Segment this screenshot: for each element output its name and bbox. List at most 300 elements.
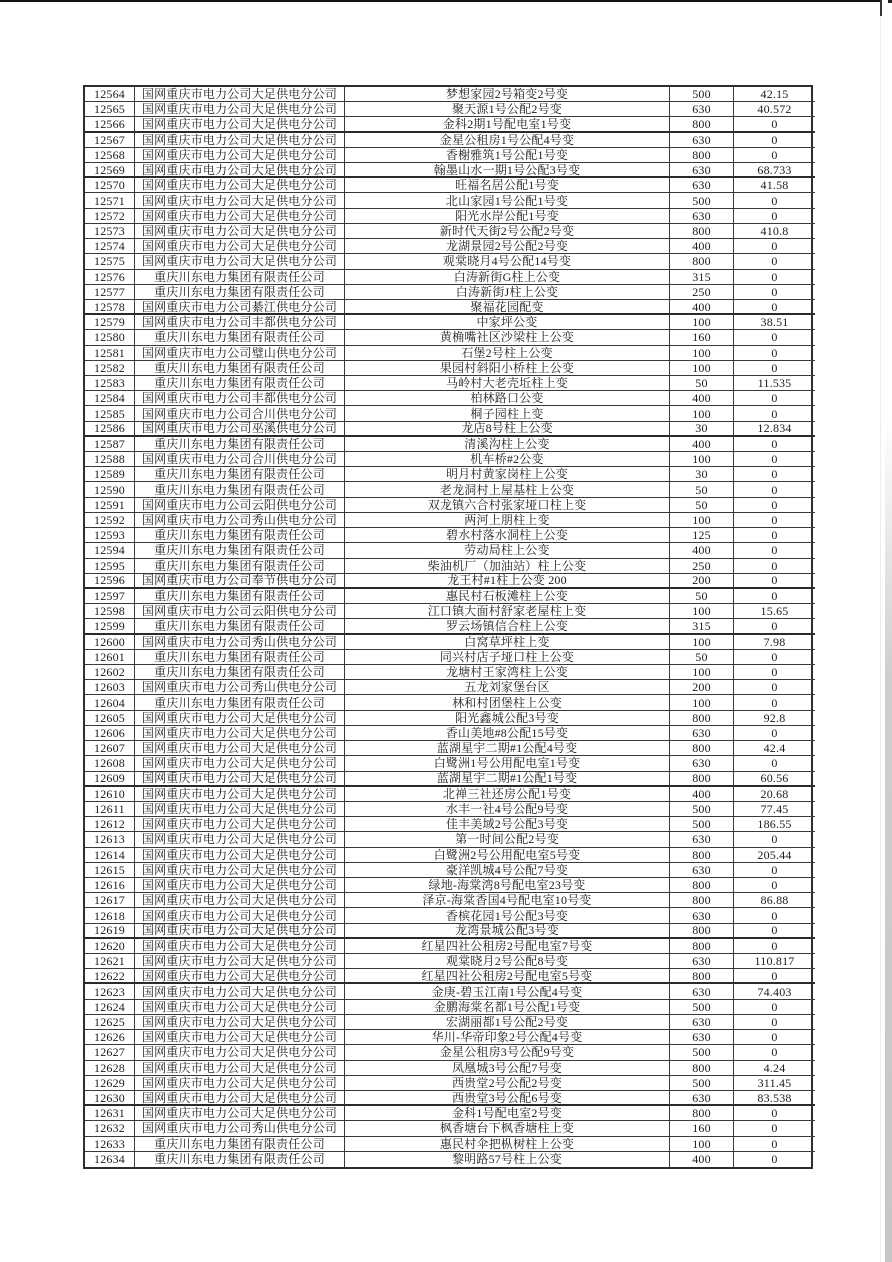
- cell-transformer_name: 阳光水岸公配1号变: [345, 209, 670, 224]
- cell-id: 12588: [85, 452, 135, 467]
- cell-capacity: 800: [670, 1061, 734, 1076]
- cell-value: 0: [734, 574, 815, 589]
- cell-capacity: 160: [670, 1121, 734, 1136]
- cell-company: 国网重庆市电力公司綦江供电分公司: [135, 300, 345, 315]
- cell-transformer_name: 龙湾景城公配3号变: [345, 924, 670, 939]
- cell-id: 12592: [85, 513, 135, 528]
- cell-value: 0: [734, 513, 815, 528]
- cell-transformer_name: 果园村斜阳小桥柱上公变: [345, 361, 670, 376]
- cell-company: 国网重庆市电力公司大足供电分公司: [135, 848, 345, 863]
- cell-id: 12599: [85, 619, 135, 634]
- cell-transformer_name: 豪洋凯城4号公配7号变: [345, 863, 670, 878]
- cell-id: 12574: [85, 239, 135, 254]
- cell-company: 国网重庆市电力公司大足供电分公司: [135, 817, 345, 832]
- cell-transformer_name: 佳丰美域2号公配3号变: [345, 817, 670, 832]
- cell-value: 0: [734, 391, 815, 406]
- cell-transformer_name: 金星公租房3号公配9号变: [345, 1045, 670, 1060]
- cell-transformer_name: 明月村黄家岗柱上公变: [345, 467, 670, 482]
- cell-capacity: 100: [670, 1137, 734, 1152]
- cell-company: 国网重庆市电力公司大足供电分公司: [135, 117, 345, 132]
- cell-company: 国网重庆市电力公司大足供电分公司: [135, 193, 345, 208]
- cell-id: 12617: [85, 893, 135, 908]
- cell-company: 国网重庆市电力公司合川供电分公司: [135, 406, 345, 421]
- cell-company: 国网重庆市电力公司云阳供电分公司: [135, 604, 345, 619]
- cell-id: 12569: [85, 163, 135, 178]
- cell-capacity: 800: [670, 848, 734, 863]
- cell-capacity: 100: [670, 635, 734, 650]
- cell-transformer_name: 枫香塘台下枫香塘柱上变: [345, 1121, 670, 1136]
- cell-id: 12591: [85, 498, 135, 513]
- cell-transformer_name: 红星四社公租房2号配电室5号变: [345, 969, 670, 984]
- cell-capacity: 500: [670, 1045, 734, 1060]
- cell-capacity: 630: [670, 726, 734, 741]
- cell-transformer_name: 白鹭洲2号公用配电室5号变: [345, 848, 670, 863]
- cell-transformer_name: 罗云场镇信合柱上公变: [345, 619, 670, 634]
- cell-transformer_name: 惠民村石板滩柱上公变: [345, 589, 670, 604]
- cell-value: 15.65: [734, 604, 815, 619]
- cell-transformer_name: 聚福花园配变: [345, 300, 670, 315]
- cell-capacity: 100: [670, 452, 734, 467]
- cell-value: 83.538: [734, 1091, 815, 1106]
- cell-company: 国网重庆市电力公司大足供电分公司: [135, 954, 345, 969]
- page-top-edge-line: [0, 0, 881, 2]
- scan-corner-mark: [888, 0, 892, 3]
- cell-transformer_name: 龙王村#1柱上公变 200: [345, 574, 670, 589]
- cell-company: 国网重庆市电力公司丰都供电分公司: [135, 391, 345, 406]
- cell-value: 0: [734, 695, 815, 710]
- cell-transformer_name: 新时代天街2号公配2号变: [345, 224, 670, 239]
- cell-transformer_name: 白窝草坪柱上变: [345, 635, 670, 650]
- cell-company: 国网重庆市电力公司大足供电分公司: [135, 832, 345, 847]
- cell-company: 国网重庆市电力公司大足供电分公司: [135, 863, 345, 878]
- cell-capacity: 800: [670, 772, 734, 787]
- cell-id: 12609: [85, 772, 135, 787]
- cell-company: 重庆川东电力集团有限责任公司: [135, 1137, 345, 1152]
- cell-company: 国网重庆市电力公司秀山供电分公司: [135, 513, 345, 528]
- cell-transformer_name: 阳光鑫城公配3号变: [345, 711, 670, 726]
- cell-value: 12.834: [734, 422, 815, 437]
- cell-value: 0: [734, 665, 815, 680]
- cell-value: 0: [734, 1000, 815, 1015]
- cell-id: 12624: [85, 1000, 135, 1015]
- cell-id: 12615: [85, 863, 135, 878]
- cell-company: 国网重庆市电力公司大足供电分公司: [135, 878, 345, 893]
- cell-transformer_name: 第一时间公配2号变: [345, 832, 670, 847]
- cell-value: 0: [734, 878, 815, 893]
- cell-capacity: 100: [670, 315, 734, 330]
- cell-transformer_name: 香榭雅筑1号公配1号变: [345, 148, 670, 163]
- cell-capacity: 400: [670, 391, 734, 406]
- cell-transformer_name: 马岭村大老壳坵柱上变: [345, 376, 670, 391]
- cell-company: 国网重庆市电力公司大足供电分公司: [135, 772, 345, 787]
- cell-capacity: 315: [670, 619, 734, 634]
- cell-value: 0: [734, 908, 815, 923]
- cell-company: 重庆川东电力集团有限责任公司: [135, 376, 345, 391]
- cell-transformer_name: 龙塘村王家湾柱上公变: [345, 665, 670, 680]
- cell-value: 0: [734, 680, 815, 695]
- cell-id: 12584: [85, 391, 135, 406]
- cell-value: 0: [734, 254, 815, 269]
- cell-value: 0: [734, 239, 815, 254]
- cell-id: 12577: [85, 285, 135, 300]
- cell-value: 41.58: [734, 178, 815, 193]
- cell-company: 重庆川东电力集团有限责任公司: [135, 543, 345, 558]
- cell-company: 国网重庆市电力公司大足供电分公司: [135, 102, 345, 117]
- cell-value: 0: [734, 437, 815, 452]
- cell-transformer_name: 金科2期1号配电室1号变: [345, 117, 670, 132]
- cell-transformer_name: 金庚-碧玉江南1号公配4号变: [345, 984, 670, 999]
- cell-capacity: 400: [670, 437, 734, 452]
- cell-company: 国网重庆市电力公司云阳供电分公司: [135, 498, 345, 513]
- cell-id: 12585: [85, 406, 135, 421]
- cell-transformer_name: 香槟花园1号公配3号变: [345, 908, 670, 923]
- cell-transformer_name: 西贵堂3号公配6号变: [345, 1091, 670, 1106]
- cell-id: 12610: [85, 787, 135, 802]
- cell-company: 国网重庆市电力公司大足供电分公司: [135, 163, 345, 178]
- cell-id: 12580: [85, 330, 135, 345]
- cell-id: 12623: [85, 984, 135, 999]
- cell-value: 0: [734, 133, 815, 148]
- cell-id: 12579: [85, 315, 135, 330]
- cell-transformer_name: 水丰一社4号公配9号变: [345, 802, 670, 817]
- cell-transformer_name: 惠民村伞把枞树柱上公变: [345, 1137, 670, 1152]
- cell-value: 38.51: [734, 315, 815, 330]
- cell-id: 12632: [85, 1121, 135, 1136]
- cell-id: 12634: [85, 1152, 135, 1167]
- cell-company: 国网重庆市电力公司大足供电分公司: [135, 1106, 345, 1121]
- cell-capacity: 50: [670, 498, 734, 513]
- cell-capacity: 630: [670, 832, 734, 847]
- cell-id: 12622: [85, 969, 135, 984]
- cell-company: 重庆川东电力集团有限责任公司: [135, 665, 345, 680]
- cell-transformer_name: 宏湖丽都1号公配2号变: [345, 1015, 670, 1030]
- cell-transformer_name: 泽京-海棠香国4号配电室10号变: [345, 893, 670, 908]
- cell-company: 重庆川东电力集团有限责任公司: [135, 589, 345, 604]
- cell-value: 0: [734, 1137, 815, 1152]
- cell-company: 国网重庆市电力公司大足供电分公司: [135, 148, 345, 163]
- cell-value: 92.8: [734, 711, 815, 726]
- cell-capacity: 100: [670, 604, 734, 619]
- cell-id: 12606: [85, 726, 135, 741]
- cell-id: 12587: [85, 437, 135, 452]
- cell-value: 40.572: [734, 102, 815, 117]
- cell-transformer_name: 白鹭洲1号公用配电室1号变: [345, 756, 670, 771]
- cell-company: 重庆川东电力集团有限责任公司: [135, 528, 345, 543]
- cell-transformer_name: 北山家园1号公配1号变: [345, 193, 670, 208]
- cell-company: 重庆川东电力集团有限责任公司: [135, 650, 345, 665]
- cell-company: 国网重庆市电力公司大足供电分公司: [135, 224, 345, 239]
- cell-company: 国网重庆市电力公司大足供电分公司: [135, 1015, 345, 1030]
- cell-company: 国网重庆市电力公司大足供电分公司: [135, 87, 345, 102]
- cell-company: 国网重庆市电力公司大足供电分公司: [135, 756, 345, 771]
- cell-company: 国网重庆市电力公司秀山供电分公司: [135, 680, 345, 695]
- cell-id: 12600: [85, 635, 135, 650]
- cell-capacity: 800: [670, 893, 734, 908]
- cell-transformer_name: 中家坪公变: [345, 315, 670, 330]
- cell-value: 86.88: [734, 893, 815, 908]
- cell-id: 12568: [85, 148, 135, 163]
- cell-id: 12594: [85, 543, 135, 558]
- cell-id: 12595: [85, 559, 135, 574]
- cell-transformer_name: 白涛新街J柱上公变: [345, 285, 670, 300]
- cell-value: 311.45: [734, 1076, 815, 1091]
- cell-company: 重庆川东电力集团有限责任公司: [135, 1152, 345, 1167]
- cell-id: 12621: [85, 954, 135, 969]
- cell-capacity: 800: [670, 939, 734, 954]
- cell-company: 国网重庆市电力公司巫溪供电分公司: [135, 422, 345, 437]
- cell-capacity: 800: [670, 711, 734, 726]
- cell-id: 12575: [85, 254, 135, 269]
- cell-value: 0: [734, 406, 815, 421]
- cell-transformer_name: 红星四社公租房2号配电室7号变: [345, 939, 670, 954]
- cell-id: 12596: [85, 574, 135, 589]
- cell-value: 0: [734, 117, 815, 132]
- cell-transformer_name: 金鹏海棠名都1号公配1号变: [345, 1000, 670, 1015]
- cell-capacity: 30: [670, 422, 734, 437]
- cell-capacity: 800: [670, 117, 734, 132]
- cell-transformer_name: 柴油机厂（加油站）柱上公变: [345, 559, 670, 574]
- cell-value: 0: [734, 863, 815, 878]
- cell-company: 国网重庆市电力公司秀山供电分公司: [135, 1121, 345, 1136]
- cell-company: 国网重庆市电力公司秀山供电分公司: [135, 635, 345, 650]
- cell-company: 国网重庆市电力公司大足供电分公司: [135, 939, 345, 954]
- cell-company: 国网重庆市电力公司大足供电分公司: [135, 1091, 345, 1106]
- cell-capacity: 500: [670, 1000, 734, 1015]
- cell-id: 12564: [85, 87, 135, 102]
- cell-transformer_name: 观棠晓月2号公配8号变: [345, 954, 670, 969]
- cell-company: 国网重庆市电力公司大足供电分公司: [135, 726, 345, 741]
- cell-capacity: 800: [670, 1106, 734, 1121]
- cell-company: 国网重庆市电力公司大足供电分公司: [135, 802, 345, 817]
- cell-company: 国网重庆市电力公司璧山供电分公司: [135, 346, 345, 361]
- cell-transformer_name: 老龙洞村上屋基柱上公变: [345, 482, 670, 497]
- cell-id: 12603: [85, 680, 135, 695]
- cell-value: 410.8: [734, 224, 815, 239]
- cell-transformer_name: 黎明路57号柱上公变: [345, 1152, 670, 1167]
- cell-capacity: 50: [670, 589, 734, 604]
- cell-transformer_name: 双龙镇六合村张家垭口柱上变: [345, 498, 670, 513]
- cell-transformer_name: 西贵堂2号公配2号变: [345, 1076, 670, 1091]
- cell-value: 0: [734, 330, 815, 345]
- cell-id: 12619: [85, 924, 135, 939]
- cell-transformer_name: 五龙刘家堡台区: [345, 680, 670, 695]
- cell-value: 0: [734, 939, 815, 954]
- cell-id: 12616: [85, 878, 135, 893]
- cell-id: 12590: [85, 482, 135, 497]
- cell-company: 国网重庆市电力公司大足供电分公司: [135, 969, 345, 984]
- cell-id: 12605: [85, 711, 135, 726]
- cell-company: 重庆川东电力集团有限责任公司: [135, 270, 345, 285]
- cell-transformer_name: 清溪沟柱上公变: [345, 437, 670, 452]
- cell-company: 国网重庆市电力公司大足供电分公司: [135, 711, 345, 726]
- cell-company: 国网重庆市电力公司大足供电分公司: [135, 741, 345, 756]
- cell-capacity: 630: [670, 102, 734, 117]
- cell-value: 0: [734, 559, 815, 574]
- cell-capacity: 630: [670, 178, 734, 193]
- cell-company: 重庆川东电力集团有限责任公司: [135, 285, 345, 300]
- cell-id: 12578: [85, 300, 135, 315]
- cell-company: 重庆川东电力集团有限责任公司: [135, 559, 345, 574]
- cell-transformer_name: 劳动局柱上公变: [345, 543, 670, 558]
- cell-id: 12567: [85, 133, 135, 148]
- cell-company: 重庆川东电力集团有限责任公司: [135, 482, 345, 497]
- cell-id: 12620: [85, 939, 135, 954]
- cell-capacity: 630: [670, 163, 734, 178]
- cell-capacity: 800: [670, 148, 734, 163]
- cell-value: 0: [734, 285, 815, 300]
- cell-capacity: 250: [670, 285, 734, 300]
- cell-id: 12633: [85, 1137, 135, 1152]
- cell-value: 0: [771, 1152, 778, 1167]
- cell-transformer_name: 石堡2号柱上公变: [345, 346, 670, 361]
- cell-capacity: 800: [670, 254, 734, 269]
- cell-value: 0: [734, 300, 815, 315]
- cell-value: 0: [734, 482, 815, 497]
- cell-capacity: 50: [670, 482, 734, 497]
- cell-id: 12582: [85, 361, 135, 376]
- cell-capacity: 500: [670, 193, 734, 208]
- cell-value: 0: [734, 361, 815, 376]
- cell-value: 205.44: [734, 848, 815, 863]
- cell-transformer_name: 聚天源1号公配2号变: [345, 102, 670, 117]
- page-right-edge-line: [880, 16, 881, 1262]
- cell-id: 12613: [85, 832, 135, 847]
- cell-id: 12611: [85, 802, 135, 817]
- cell-value: 0: [734, 543, 815, 558]
- cell-value: 0: [734, 589, 815, 604]
- cell-id: 12602: [85, 665, 135, 680]
- cell-value: 42.15: [734, 87, 815, 102]
- cell-value: 0: [734, 209, 815, 224]
- cell-transformer_name: 两河上朋柱上变: [345, 513, 670, 528]
- cell-capacity: 315: [670, 270, 734, 285]
- cell-value: 110.817: [734, 954, 815, 969]
- cell-capacity: 400: [670, 239, 734, 254]
- cell-capacity: 630: [670, 133, 734, 148]
- cell-value: 0: [734, 1015, 815, 1030]
- cell-value: 42.4: [734, 741, 815, 756]
- cell-transformer_name: 白涛新街G柱上公变: [345, 270, 670, 285]
- cell-company: 重庆川东电力集团有限责任公司: [135, 437, 345, 452]
- transformer-data-table: [83, 85, 813, 1169]
- cell-company: 国网重庆市电力公司大足供电分公司: [135, 209, 345, 224]
- cell-id: 12604: [85, 695, 135, 710]
- cell-value: 7.98: [734, 635, 815, 650]
- cell-capacity: 630: [670, 954, 734, 969]
- cell-id: 12631: [85, 1106, 135, 1121]
- cell-transformer_name: 香山美地#8公配15号变: [345, 726, 670, 741]
- cell-capacity: 630: [670, 908, 734, 923]
- cell-id: 12618: [85, 908, 135, 923]
- cell-company: 国网重庆市电力公司奉节供电分公司: [135, 574, 345, 589]
- cell-company: 重庆川东电力集团有限责任公司: [135, 467, 345, 482]
- cell-id: 12628: [85, 1061, 135, 1076]
- cell-id: 12576: [85, 270, 135, 285]
- cell-id: 12572: [85, 209, 135, 224]
- cell-capacity: 630: [670, 863, 734, 878]
- cell-id: 12601: [85, 650, 135, 665]
- cell-company: 重庆川东电力集团有限责任公司: [135, 695, 345, 710]
- cell-id: 12565: [85, 102, 135, 117]
- cell-capacity: 50: [670, 650, 734, 665]
- cell-capacity: 800: [670, 924, 734, 939]
- cell-transformer_name: 旺福名居公配1号变: [345, 178, 670, 193]
- cell-id: 12630: [85, 1091, 135, 1106]
- cell-id: 12629: [85, 1076, 135, 1091]
- cell-value: 0: [734, 528, 815, 543]
- cell-capacity: 630: [670, 756, 734, 771]
- cell-company: 国网重庆市电力公司大足供电分公司: [135, 1061, 345, 1076]
- cell-value: 0: [734, 832, 815, 847]
- cell-company: 重庆川东电力集团有限责任公司: [135, 361, 345, 376]
- cell-value: 11.535: [734, 376, 815, 391]
- cell-transformer_name: 金科1号配电室2号变: [345, 1106, 670, 1121]
- cell-transformer_name: 绿地-海棠湾8号配电室23号变: [345, 878, 670, 893]
- cell-transformer_name: 机车桥#2公变: [345, 452, 670, 467]
- cell-company: 国网重庆市电力公司合川供电分公司: [135, 452, 345, 467]
- cell-transformer_name: 龙湖景园2号公配2号变: [345, 239, 670, 254]
- cell-company: 国网重庆市电力公司大足供电分公司: [135, 908, 345, 923]
- cell-company: 重庆川东电力集团有限责任公司: [135, 330, 345, 345]
- cell-value: 0: [734, 498, 815, 513]
- cell-capacity: 250: [670, 559, 734, 574]
- cell-capacity: 100: [670, 665, 734, 680]
- cell-capacity: 800: [670, 878, 734, 893]
- cell-capacity: 800: [670, 969, 734, 984]
- cell-capacity: 630: [670, 1030, 734, 1045]
- cell-transformer_name: 碧水村落水洞柱上公变: [345, 528, 670, 543]
- cell-value: 0: [734, 756, 815, 771]
- cell-value: 0: [734, 1030, 815, 1045]
- cell-capacity: 100: [670, 346, 734, 361]
- cell-capacity: 500: [670, 802, 734, 817]
- cell-id: 12608: [85, 756, 135, 771]
- cell-company: 国网重庆市电力公司大足供电分公司: [135, 924, 345, 939]
- cell-company: 国网重庆市电力公司大足供电分公司: [135, 239, 345, 254]
- cell-id: 12586: [85, 422, 135, 437]
- cell-capacity: 630: [670, 209, 734, 224]
- cell-value: 0: [734, 452, 815, 467]
- cell-value: 186.55: [734, 817, 815, 832]
- cell-value: 0: [734, 969, 815, 984]
- cell-id: 12589: [85, 467, 135, 482]
- cell-value: 0: [734, 270, 815, 285]
- cell-value: 20.68: [734, 787, 815, 802]
- cell-value: 0: [734, 1106, 815, 1121]
- cell-transformer_name: 黄桷嘴社区沙梁柱上公变: [345, 330, 670, 345]
- cell-capacity: 100: [670, 513, 734, 528]
- cell-capacity: 200: [670, 680, 734, 695]
- cell-value: 4.24: [734, 1061, 815, 1076]
- cell-transformer_name: 凤凰城3号公配7号变: [345, 1061, 670, 1076]
- cell-capacity: 30: [670, 467, 734, 482]
- cell-company: 国网重庆市电力公司大足供电分公司: [135, 1076, 345, 1091]
- cell-capacity: 500: [670, 87, 734, 102]
- cell-company: 国网重庆市电力公司大足供电分公司: [135, 1030, 345, 1045]
- cell-capacity: 125: [670, 528, 734, 543]
- cell-transformer_name: 蓝湖星宇二期#1公配4号变: [345, 741, 670, 756]
- cell-id: 12583: [85, 376, 135, 391]
- cell-company: 国网重庆市电力公司大足供电分公司: [135, 178, 345, 193]
- cell-capacity: 630: [670, 984, 734, 999]
- cell-company: 国网重庆市电力公司大足供电分公司: [135, 1000, 345, 1015]
- cell-value: 0: [734, 619, 815, 634]
- cell-capacity: 100: [670, 695, 734, 710]
- cell-id: 12614: [85, 848, 135, 863]
- cell-capacity: 160: [670, 330, 734, 345]
- cell-value: 0: [734, 346, 815, 361]
- cell-transformer_name: 翰墨山水一期1号公配3号变: [345, 163, 670, 178]
